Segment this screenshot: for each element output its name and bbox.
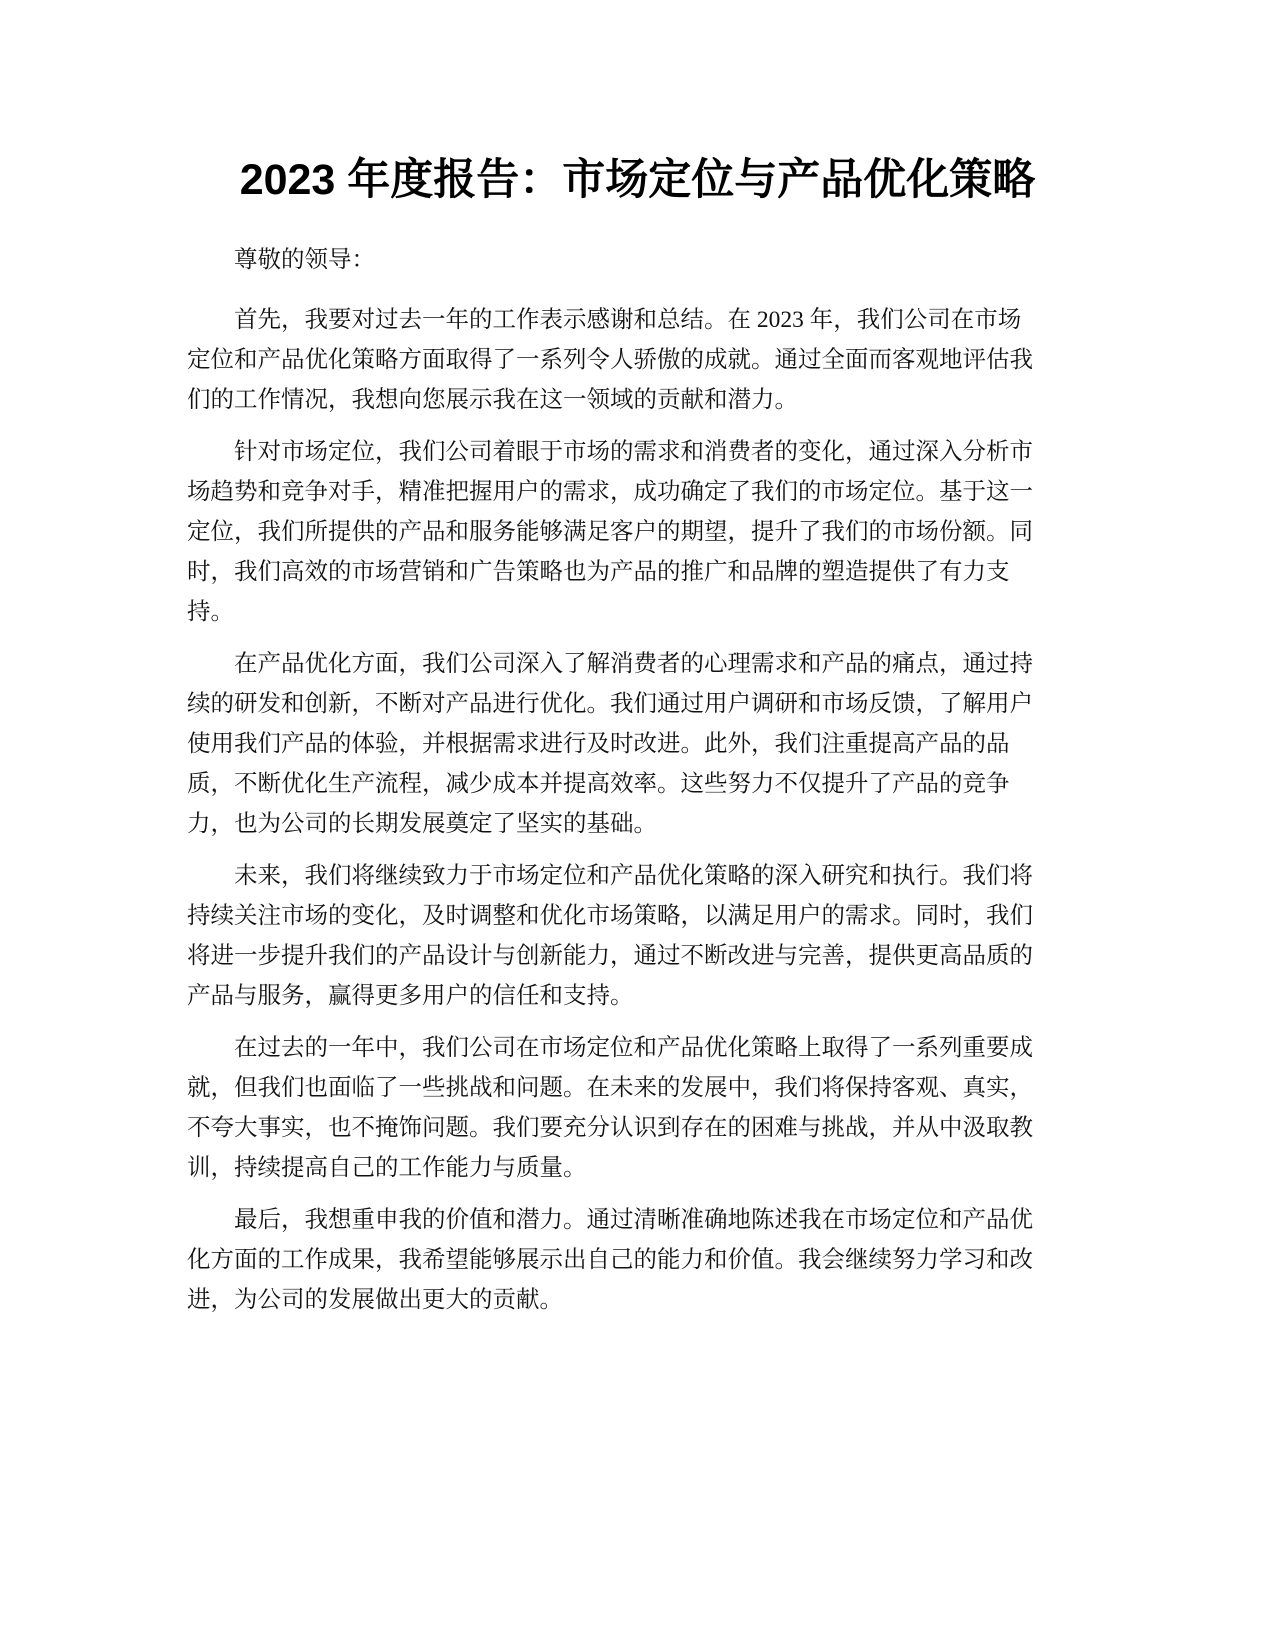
paragraph-line: 在产品优化方面，我们公司深入了解消费者的心理需求和产品的痛点，通过持 <box>234 651 1033 677</box>
paragraph-line: 产品与服务，赢得更多用户的信任和支持。 <box>187 983 634 1009</box>
paragraph-line: 化方面的工作成果，我希望能够展示出自己的能力和价值。我会继续努力学习和改 <box>187 1247 1033 1273</box>
paragraph-line: 进，为公司的发展做出更大的贡献。 <box>187 1287 563 1313</box>
paragraph-line: 定位，我们所提供的产品和服务能够满足客户的期望，提升了我们的市场份额。同 <box>187 519 1033 545</box>
paragraph-line: 不夸大事实，也不掩饰问题。我们要充分认识到存在的困难与挑战，并从中汲取教 <box>187 1115 1033 1141</box>
paragraph-line: 使用我们产品的体验，并根据需求进行及时改进。此外，我们注重提高产品的品 <box>187 731 1010 757</box>
paragraph-list <box>187 304 1087 1316</box>
paragraph-line: 首先，我要对过去一年的工作表示感谢和总结。在 2023 年，我们公司在市场 <box>234 307 1022 333</box>
paragraph-line: 持。 <box>187 599 234 625</box>
document-title: 2023 年度报告：市场定位与产品优化策略 <box>239 156 1036 204</box>
paragraph <box>187 1204 1087 1316</box>
paragraph-line: 针对市场定位，我们公司着眼于市场的需求和消费者的变化，通过深入分析市 <box>234 439 1033 465</box>
paragraph-line: 将进一步提升我们的产品设计与创新能力，通过不断改进与完善，提供更高品质的 <box>187 943 1033 969</box>
salutation: 尊敬的领导： <box>234 247 375 273</box>
paragraph <box>187 860 1087 1012</box>
paragraph-line: 在过去的一年中，我们公司在市场定位和产品优化策略上取得了一系列重要成 <box>234 1035 1033 1061</box>
paragraph <box>187 648 1087 840</box>
paragraph-line: 续的研发和创新，不断对产品进行优化。我们通过用户调研和市场反馈，了解用户 <box>187 691 1033 717</box>
paragraph <box>187 304 1087 416</box>
paragraph-line: 未来，我们将继续致力于市场定位和产品优化策略的深入研究和执行。我们将 <box>234 863 1033 889</box>
paragraph-line: 力，也为公司的长期发展奠定了坚实的基础。 <box>187 811 657 837</box>
paragraph-line: 时，我们高效的市场营销和广告策略也为产品的推广和品牌的塑造提供了有力支 <box>187 559 1010 585</box>
paragraph-line: 训，持续提高自己的工作能力与质量。 <box>187 1155 587 1181</box>
paragraph-line: 质，不断优化生产流程，减少成本并提高效率。这些努力不仅提升了产品的竞争 <box>187 771 1010 797</box>
paragraph-line: 们的工作情况，我想向您展示我在这一领域的贡献和潜力。 <box>187 387 798 413</box>
paragraph-line: 场趋势和竞争对手，精准把握用户的需求，成功确定了我们的市场定位。基于这一 <box>187 479 1033 505</box>
document-body <box>187 244 1087 1336</box>
paragraph-line: 定位和产品优化策略方面取得了一系列令人骄傲的成就。通过全面而客观地评估我 <box>187 347 1033 373</box>
paragraph-line: 持续关注市场的变化，及时调整和优化市场策略，以满足用户的需求。同时，我们 <box>187 903 1033 929</box>
paragraph <box>187 1032 1087 1184</box>
paragraph <box>187 436 1087 628</box>
paragraph-line: 最后，我想重申我的价值和潜力。通过清晰准确地陈述我在市场定位和产品优 <box>234 1207 1033 1233</box>
paragraph-line: 就，但我们也面临了一些挑战和问题。在未来的发展中，我们将保持客观、真实， <box>187 1075 1033 1101</box>
